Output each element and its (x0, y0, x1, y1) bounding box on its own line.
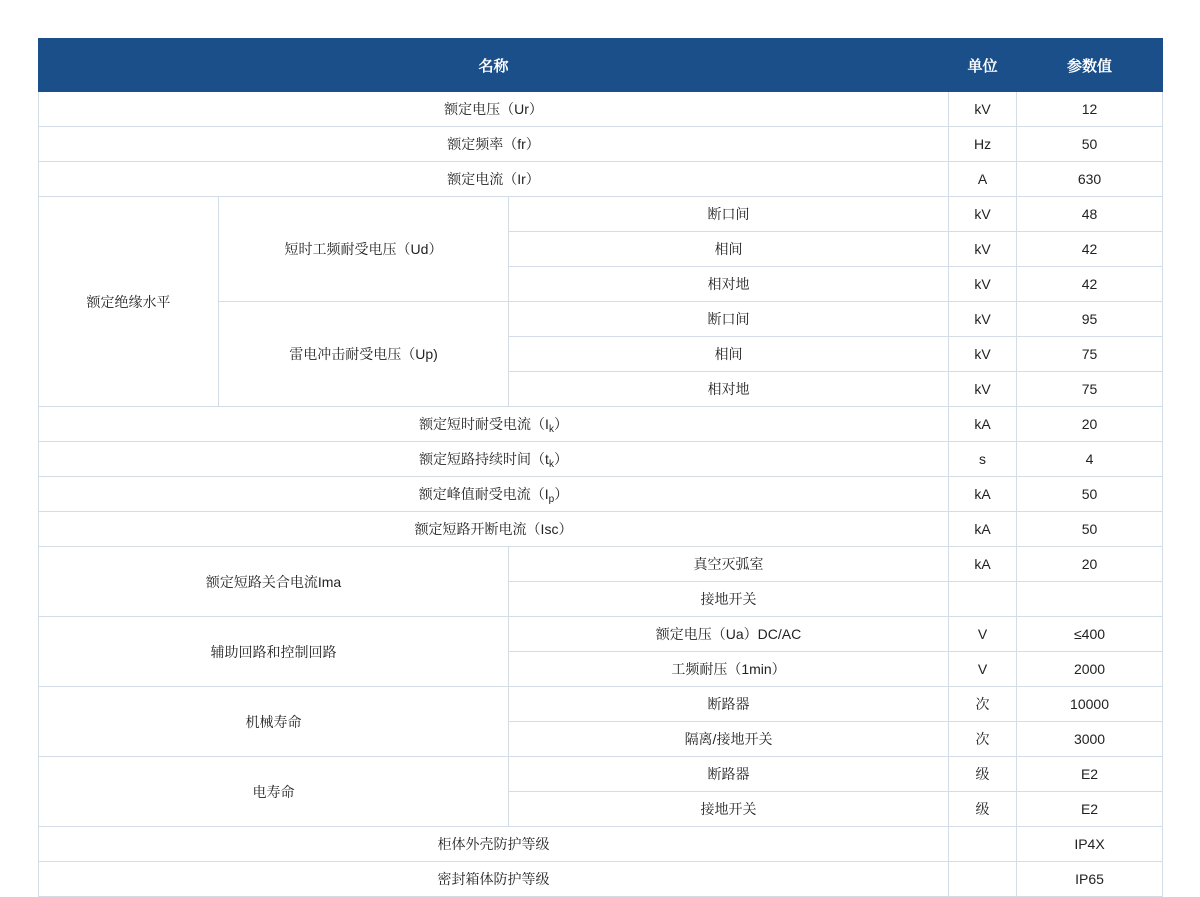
row-label-breaking-current: 额定短路开断电流（Isc） (39, 512, 949, 547)
value-mechanical-life-breaker: 10000 (1017, 687, 1163, 722)
row-unit-rated-current: A (949, 162, 1017, 197)
unit-making-current-vacuum: kA (949, 547, 1017, 582)
label-subscript: k (548, 459, 554, 470)
group-label-aux-control-circuit: 辅助回路和控制回路 (39, 617, 509, 687)
unit-aux-power-freq: V (949, 652, 1017, 687)
label-part-2: ） (553, 451, 568, 467)
unit-mechanical-life-breaker: 次 (949, 687, 1017, 722)
table-header-row (39, 39, 1163, 92)
label-part-2: ） (554, 486, 569, 502)
row-label-rated-frequency: 额定频率（fr） (39, 127, 949, 162)
group-label-making-current: 额定短路关合电流Ima (39, 547, 509, 617)
table-body (39, 92, 1163, 897)
unit-short-time-current: kA (949, 407, 1017, 442)
unit-sealed-tank-ip (949, 862, 1017, 897)
row-value-rated-frequency: 50 (1017, 127, 1163, 162)
value-making-current-vacuum: 20 (1017, 547, 1163, 582)
unit-electrical-life-earthing: 级 (949, 792, 1017, 827)
value-up-phase: 75 (1017, 337, 1163, 372)
value-sealed-tank-ip: IP65 (1017, 862, 1163, 897)
row-label-rated-current: 额定电流（Ir） (39, 162, 949, 197)
table-row-short-circuit-duration (39, 442, 1163, 477)
unit-ud-phase: kV (949, 232, 1017, 267)
value-ud-phase: 42 (1017, 232, 1163, 267)
detail-label-vacuum-interrupter: 真空灭弧室 (509, 547, 949, 582)
unit-making-current-earthing (949, 582, 1017, 617)
value-breaking-current: 50 (1017, 512, 1163, 547)
group-label-electrical-life: 电寿命 (39, 757, 509, 827)
detail-label-circuit-breaker-elec: 断路器 (509, 757, 949, 792)
row-label-rated-voltage: 额定电压（Ur） (39, 92, 949, 127)
row-label-peak-withstand-current (39, 477, 949, 512)
table-row-rated-current (39, 162, 1163, 197)
table-row-breaking-current (39, 512, 1163, 547)
value-up-earth: 75 (1017, 372, 1163, 407)
column-header-value: 参数值 (1017, 39, 1163, 92)
group-label-mechanical-life: 机械寿命 (39, 687, 509, 757)
detail-label-across-break-up: 断口间 (509, 302, 949, 337)
detail-label-phase-to-phase-up: 相间 (509, 337, 949, 372)
unit-peak-withstand-current: kA (949, 477, 1017, 512)
table-header (39, 39, 1163, 92)
unit-short-circuit-duration: s (949, 442, 1017, 477)
unit-electrical-life-breaker: 级 (949, 757, 1017, 792)
table-row-insulation-ud-break (39, 197, 1163, 232)
technical-parameters-table (38, 38, 1163, 897)
unit-breaking-current: kA (949, 512, 1017, 547)
row-label-sealed-tank-ip: 密封箱体防护等级 (39, 862, 949, 897)
unit-enclosure-ip (949, 827, 1017, 862)
table-row-short-time-current (39, 407, 1163, 442)
row-unit-rated-frequency: Hz (949, 127, 1017, 162)
value-making-current-earthing (1017, 582, 1163, 617)
label-part-2: ） (553, 416, 568, 432)
label-part-1: 额定短路持续时间（t (419, 451, 549, 467)
unit-up-break: kV (949, 302, 1017, 337)
detail-label-disconnect-earth-switch: 隔离/接地开关 (509, 722, 949, 757)
table-row-electrical-life-breaker (39, 757, 1163, 792)
value-ud-earth: 42 (1017, 267, 1163, 302)
detail-label-phase-to-earth-ud: 相对地 (509, 267, 949, 302)
unit-up-phase: kV (949, 337, 1017, 372)
table-row-rated-frequency (39, 127, 1163, 162)
table-row-making-current-vacuum (39, 547, 1163, 582)
unit-ud-earth: kV (949, 267, 1017, 302)
unit-ud-break: kV (949, 197, 1017, 232)
value-enclosure-ip: IP4X (1017, 827, 1163, 862)
detail-label-earthing-switch-making: 接地开关 (509, 582, 949, 617)
table-row-aux-rated-voltage (39, 617, 1163, 652)
value-peak-withstand-current: 50 (1017, 477, 1163, 512)
value-electrical-life-breaker: E2 (1017, 757, 1163, 792)
row-label-short-circuit-duration (39, 442, 949, 477)
value-short-time-current: 20 (1017, 407, 1163, 442)
unit-up-earth: kV (949, 372, 1017, 407)
detail-label-phase-to-earth-up: 相对地 (509, 372, 949, 407)
detail-label-phase-to-phase-ud: 相间 (509, 232, 949, 267)
detail-label-across-break-ud: 断口间 (509, 197, 949, 232)
detail-label-power-freq-1min: 工频耐压（1min） (509, 652, 949, 687)
label-subscript: p (548, 494, 555, 505)
column-header-name: 名称 (39, 39, 949, 92)
label-part-1: 额定短时耐受电流（I (419, 416, 549, 432)
label-part-1: 额定峰值耐受电流（I (418, 486, 549, 502)
value-up-break: 95 (1017, 302, 1163, 337)
detail-label-circuit-breaker-mech: 断路器 (509, 687, 949, 722)
label-subscript: k (548, 424, 554, 435)
unit-mechanical-life-switch: 次 (949, 722, 1017, 757)
group-label-insulation-level: 额定绝缘水平 (39, 197, 219, 407)
table-row-rated-voltage (39, 92, 1163, 127)
subgroup-label-lightning-impulse: 雷电冲击耐受电压（Up) (219, 302, 509, 407)
value-mechanical-life-switch: 3000 (1017, 722, 1163, 757)
value-short-circuit-duration: 4 (1017, 442, 1163, 477)
unit-aux-rated-voltage: V (949, 617, 1017, 652)
value-aux-power-freq: 2000 (1017, 652, 1163, 687)
detail-label-earthing-switch-elec: 接地开关 (509, 792, 949, 827)
value-aux-rated-voltage: ≤400 (1017, 617, 1163, 652)
row-label-short-time-withstand-current (39, 407, 949, 442)
row-label-enclosure-ip: 柜体外壳防护等级 (39, 827, 949, 862)
detail-label-aux-rated-voltage: 额定电压（Ua）DC/AC (509, 617, 949, 652)
table-row-sealed-tank-ip (39, 862, 1163, 897)
table-row-enclosure-ip (39, 827, 1163, 862)
row-unit-rated-voltage: kV (949, 92, 1017, 127)
column-header-unit: 单位 (949, 39, 1017, 92)
row-value-rated-current: 630 (1017, 162, 1163, 197)
row-value-rated-voltage: 12 (1017, 92, 1163, 127)
subgroup-label-power-frequency-withstand: 短时工频耐受电压（Ud） (219, 197, 509, 302)
table-row-peak-withstand-current (39, 477, 1163, 512)
value-ud-break: 48 (1017, 197, 1163, 232)
table-row-mechanical-life-breaker (39, 687, 1163, 722)
value-electrical-life-earthing: E2 (1017, 792, 1163, 827)
